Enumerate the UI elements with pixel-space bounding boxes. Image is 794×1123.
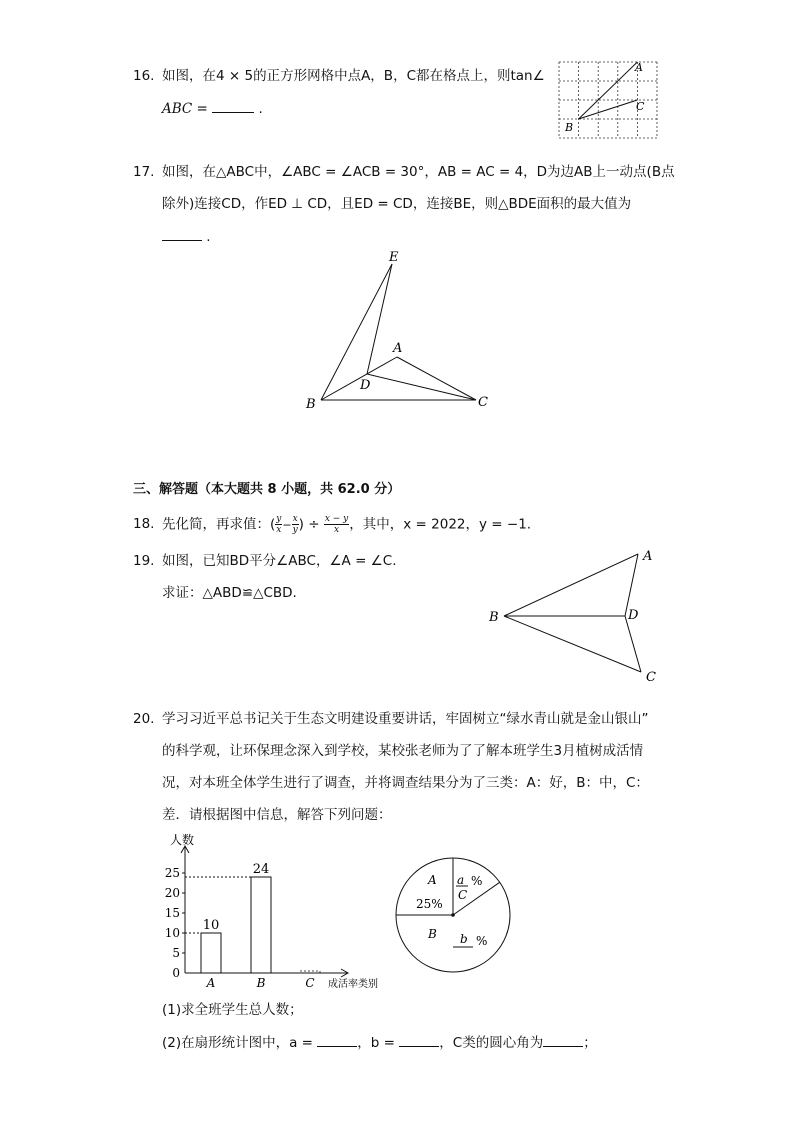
- q16-label-C: C: [636, 100, 645, 113]
- bar-chart-x-tick-A: A: [206, 976, 216, 990]
- q20-text-line1: 学习习近平总书记关于生态文明建设重要讲话，牢固树立“绿水青山就是金山银山”: [162, 711, 649, 727]
- pie-a-percent: %: [471, 874, 483, 888]
- bar-chart-x-axis-label: 成活率类别: [328, 979, 378, 990]
- q17-text-line1: 如图，在△ABC中，∠ABC = ∠ACB = 30°，AB = AC = 4，D为边AB上一动点(B点: [162, 164, 675, 180]
- bar-data-label-B: 24: [252, 862, 270, 877]
- pie-label-b: b: [460, 932, 468, 946]
- bar-chart-y-tick-label: 0: [172, 966, 180, 980]
- bar-B: [251, 877, 271, 973]
- q20-sub2-b-prefix: ，b =: [357, 1035, 395, 1051]
- q20-text-line3: 况，对本班全体学生进行了调查，并将调查结果分为了三类：A：好，B：中，C：: [162, 775, 649, 791]
- bar-chart-x-tick-C: C: [305, 976, 315, 990]
- q17-label-B: B: [306, 397, 316, 412]
- q17-text-line2: 除外)连接CD，作ED ⊥ CD，且ED = CD，连接BE，则△BDE面积的最大值为: [162, 196, 632, 212]
- q19-label-A: A: [643, 549, 653, 564]
- q20-pie-chart: [390, 852, 520, 982]
- bar-chart-y-tick-label: 20: [164, 886, 180, 900]
- q16-grid-figure: [555, 58, 665, 146]
- q20-bar-chart: [148, 828, 398, 998]
- pie-b-percent: %: [476, 934, 488, 948]
- q16-text-line2: [162, 98, 263, 119]
- q16-segment-BC: [579, 100, 638, 119]
- q17-label-C: C: [478, 395, 488, 410]
- q17-segment-AC: [397, 357, 476, 400]
- q18-expression: [162, 514, 531, 536]
- q17-label-E: E: [389, 250, 399, 265]
- bar-A: [201, 933, 221, 973]
- q16-text-line1: 如图，在4 × 5的正方形网格中点A，B，C都在格点上，则tan∠: [162, 68, 545, 84]
- q17-period: .: [206, 229, 211, 245]
- q18-fraction-x-over-y: $\frac{x}{y}$: [292, 514, 298, 535]
- q17-label-A: A: [393, 341, 403, 356]
- pie-label-C: C: [458, 888, 468, 902]
- q20-subquestion-2: [162, 1032, 597, 1053]
- q16-answer-blank[interactable]: [212, 98, 254, 113]
- bar-chart-y-axis-label: 人数: [170, 833, 195, 847]
- q17-label-D: D: [360, 378, 371, 393]
- q20-sub2-end: ；: [583, 1035, 597, 1051]
- pie-label-A-percent: 25%: [416, 897, 443, 911]
- pie-label-a: a: [457, 873, 465, 887]
- q20-number: 20.: [133, 711, 155, 727]
- q18-suffix: ，其中，x = 2022，y = −1.: [349, 516, 532, 533]
- q18-prefix: 先化简，再求值：(: [162, 516, 276, 533]
- q19-segment-BA: [504, 554, 638, 616]
- q19-label-C: C: [646, 670, 656, 685]
- section-three-heading: 三、解答题（本大题共 8 小题，共 62.0 分）: [133, 482, 401, 497]
- bar-chart-y-tick-label: 5: [172, 946, 180, 960]
- bar-chart-y-tick-label: 10: [164, 926, 180, 940]
- bar-chart-y-tick-label: 25: [164, 866, 180, 880]
- q18-minus: −: [282, 518, 292, 532]
- q18-divide: ) ÷: [298, 516, 320, 533]
- pie-label-A: A: [428, 873, 437, 887]
- q16-label-B: B: [565, 121, 574, 134]
- q19-segment-DC: [625, 616, 641, 672]
- q19-segment-BC: [504, 616, 641, 672]
- q17-triangle-figure: [300, 248, 500, 418]
- q16-label-A: A: [635, 61, 643, 74]
- q17-answer-blank[interactable]: [162, 226, 202, 241]
- q20-text-line4: 差．请根据图中信息，解答下列问题：: [162, 807, 392, 823]
- q19-text-line1: 如图，已知BD平分∠ABC，∠A = ∠C.: [162, 553, 397, 569]
- q19-label-D: D: [628, 608, 639, 623]
- q16-number: 16.: [133, 68, 155, 84]
- bar-chart-x-tick-B: B: [256, 976, 266, 990]
- q19-text-line2: 求证：△ABD≌△CBD.: [162, 585, 297, 601]
- q20-sub2-a-prefix: (2)在扇形统计图中，a =: [162, 1035, 313, 1051]
- q19-label-B: B: [489, 610, 499, 625]
- q20-text-line2: 的科学观，让环保理念深入到学校，某校张老师为了了解本班学生3月植树成活情: [162, 743, 644, 759]
- q18-fraction-y-over-x: $\frac{y}{x}$: [276, 514, 282, 535]
- q20-blank-b[interactable]: [399, 1032, 439, 1047]
- q16-angle-name: ABC =: [162, 101, 208, 117]
- q20-sub2-c-prefix: ，C类的圆心角为: [439, 1035, 544, 1051]
- q20-subquestion-1: (1)求全班学生总人数；: [162, 1002, 303, 1018]
- q19-segment-AD: [625, 554, 638, 616]
- q16-segment-BA: [579, 62, 638, 119]
- q20-blank-central-angle[interactable]: [543, 1032, 583, 1047]
- q16-period: .: [258, 101, 263, 117]
- q20-blank-a[interactable]: [317, 1032, 357, 1047]
- q17-number: 17.: [133, 164, 155, 180]
- q17-segment-DE: [367, 264, 392, 374]
- q17-segment-DC: [367, 374, 476, 400]
- q18-number: 18.: [133, 516, 155, 532]
- q17-text-line3: [162, 226, 211, 247]
- q18-fraction-xminusy-over-x: $\frac{x - y}{x}$: [324, 514, 349, 535]
- pie-label-B: B: [428, 927, 437, 941]
- q19-quadrilateral-figure: [484, 544, 664, 686]
- bar-data-label-A: 10: [202, 918, 220, 933]
- bar-chart-y-tick-label: 15: [164, 906, 180, 920]
- q19-number: 19.: [133, 553, 155, 569]
